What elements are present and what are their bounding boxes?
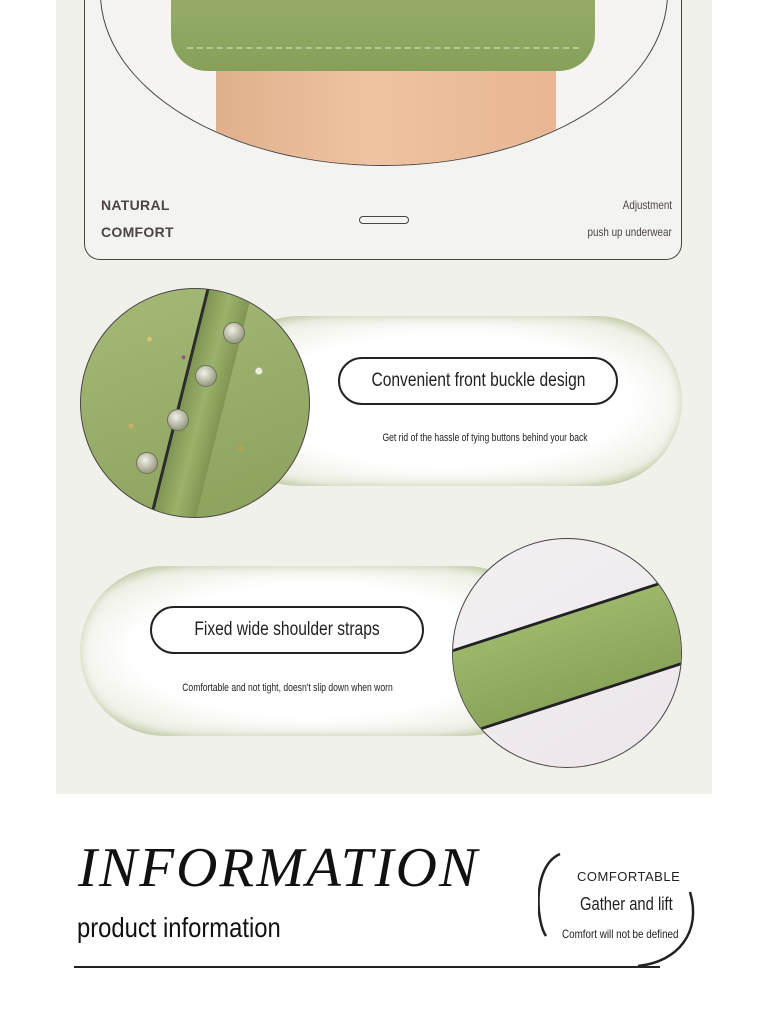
badge-gather-lift: Gather and lift (580, 894, 673, 914)
feature-buckle-subtitle: Get rid of the hassle of tying buttons behind your back (382, 432, 588, 444)
product-information-subheading: product information (77, 912, 281, 943)
badge-comfortable: COMFORTABLE (577, 869, 681, 884)
label-push-up: push up underwear (587, 225, 672, 239)
snap-button (195, 365, 217, 387)
badge-comfort-defined: Comfort will not be defined (562, 927, 679, 941)
shoulder-strap (452, 568, 682, 736)
feature-straps-title: Fixed wide shoulder straps (150, 606, 424, 654)
feature-straps-subtitle: Comfortable and not tight, doesn't slip down when worn (182, 682, 393, 694)
decorative-pill (359, 216, 409, 224)
strap-closeup-photo (452, 538, 682, 768)
buckle-closeup-photo (80, 288, 310, 518)
snap-button (136, 452, 158, 474)
label-comfort: COMFORT (101, 224, 174, 240)
snap-button (167, 409, 189, 431)
label-adjustment: Adjustment (622, 198, 672, 212)
snap-button (223, 322, 245, 344)
feature-buckle-title: Convenient front buckle design (338, 357, 618, 405)
bra-seam (187, 47, 579, 51)
information-heading: INFORMATION (78, 837, 480, 899)
label-natural: NATURAL (101, 197, 170, 213)
bra-underband (171, 0, 595, 71)
